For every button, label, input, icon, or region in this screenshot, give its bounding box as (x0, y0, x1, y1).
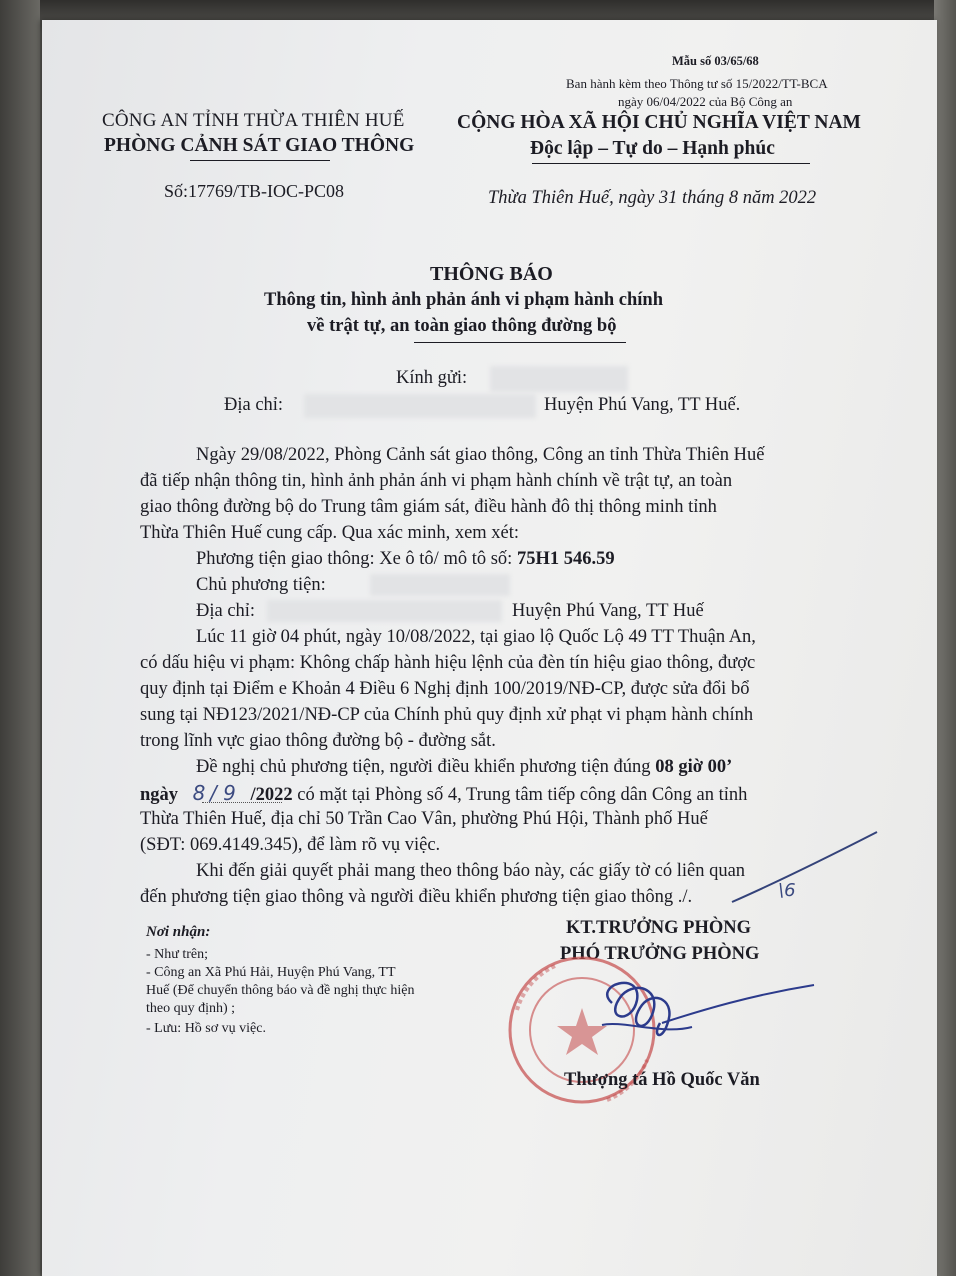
vehicle-line (196, 546, 615, 572)
handwritten-day: 8 (192, 781, 206, 805)
title-underline (414, 342, 626, 343)
issuer-department: PHÒNG CẢNH SÁT GIAO THÔNG (104, 135, 415, 156)
desk-background-right (934, 0, 956, 1276)
owner-label: Chủ phương tiện: (196, 575, 326, 595)
circular-line-1: Ban hành kèm theo Thông tư số 15/2022/TT-BCA (566, 76, 828, 91)
desk-background-left (0, 0, 40, 1276)
title-subline-2: về trật tự, an toàn giao thông đường bộ (307, 316, 617, 336)
vehicle-label: Phương tiện giao thông: Xe ô tô/ mô tô số: (196, 549, 513, 569)
appointment-day-label: ngày (140, 785, 179, 805)
owner-address-tail: Huyện Phú Vang, TT Huế (512, 601, 704, 621)
recipients-item-2-line-2: Huế (Để chuyển thông báo và đề nghị thực hiện (146, 983, 415, 998)
issuer-agency: CÔNG AN TỈNH THỪA THIÊN HUẾ (102, 110, 405, 131)
national-motto: Độc lập – Tự do – Hạnh phúc (530, 138, 775, 159)
license-plate: 75H1 546.59 (516, 549, 615, 569)
p2-line-3: quy định tại Điểm e Khoản 4 Điều 6 Nghị định 100/2019/NĐ-CP, được sửa đổi bổ (140, 679, 750, 699)
p3-line-4: (SĐT: 069.4149.345), để làm rõ vụ việc. (140, 835, 441, 855)
recipients-item-3: - Lưu: Hồ sơ vụ việc. (146, 1021, 266, 1036)
national-title: CỘNG HÒA XÃ HỘI CHỦ NGHĨA VIỆT NAM (457, 112, 861, 133)
recipient-address-tail: Huyện Phú Vang, TT Huế. (544, 395, 741, 415)
recipient-to-label: Kính gửi: (396, 368, 468, 388)
circular-line-2: ngày 06/04/2022 của Bộ Công an (618, 94, 793, 109)
p4-line-1: Khi đến giải quyết phải mang theo thông báo này, các giấy tờ có liên quan (196, 861, 746, 881)
motto-underline (532, 163, 810, 164)
p3-text: Đề nghị chủ phương tiện, người điều khiển phương tiện đúng (196, 757, 651, 777)
recipients-item-2-line-1: - Công an Xã Phú Hải, Huyện Phú Vang, TT (146, 965, 396, 980)
date-fill-line (202, 802, 282, 803)
p1-line-4: Thừa Thiên Huế cung cấp. Qua xác minh, xem xét: (140, 523, 520, 543)
recipients-item-1: - Như trên; (146, 947, 209, 962)
title-subline-1: Thông tin, hình ảnh phản ánh vi phạm hành chính (264, 290, 663, 310)
p1-line-3: giao thông đường bộ do Trung tâm giám sát, điều hành đô thị thông minh tỉnh (140, 497, 717, 517)
redacted-recipient-name (490, 366, 628, 392)
signature-role-2: PHÓ TRƯỞNG PHÒNG (560, 944, 760, 964)
handwritten-check-stroke (702, 820, 902, 910)
handwritten-month: 9 (223, 781, 236, 805)
signer-name: Thượng tá Hồ Quốc Văn (564, 1070, 760, 1090)
p3-line-2-rest: có mặt tại Phòng số 4, Trung tâm tiếp công dân Công an tỉnh (297, 785, 748, 805)
recipients-item-2-line-3: theo quy định) ; (146, 1001, 236, 1016)
department-underline (190, 160, 330, 161)
p2-line-1: Lúc 11 giờ 04 phút, ngày 10/08/2022, tại giao lộ Quốc Lộ 49 TT Thuận An, (196, 627, 756, 647)
document-page (42, 20, 937, 1276)
handwritten-signature (582, 965, 822, 1060)
form-mark: Mẫu số 03/65/68 (672, 54, 759, 68)
signature-role-1: KT.TRƯỞNG PHÒNG (566, 918, 751, 938)
p3-line-3: Thừa Thiên Huế, địa chỉ 50 Trần Cao Vân, phường Phú Hội, Thành phố Huế (140, 809, 708, 829)
appointment-time: 08 giờ 00’ (655, 757, 733, 777)
redacted-owner-name (370, 574, 510, 596)
p1-line-2: đã tiếp nhận thông tin, hình ảnh phản ánh vi phạm hành chính về trật tự, an toàn (140, 471, 733, 491)
p1-line-1: Ngày 29/08/2022, Phòng Cảnh sát giao thông, Công an tỉnh Thừa Thiên Huế (196, 445, 765, 465)
place-date: Thừa Thiên Huế, ngày 31 tháng 8 năm 2022 (488, 188, 817, 208)
p2-line-4: sung tại NĐ123/2021/NĐ-CP của Chính phủ quy định xử phạt vi phạm hành chính (140, 705, 754, 725)
document-title: THÔNG BÁO (430, 263, 553, 285)
p3-line-1 (196, 754, 732, 780)
recipients-heading: Nơi nhận: (146, 924, 211, 940)
recipient-address-label: Địa chỉ: (224, 395, 284, 415)
p2-line-2: có dấu hiệu vi phạm: Không chấp hành hiệu lệnh của đèn tín hiệu giao thông, được (140, 653, 756, 673)
redacted-owner-address (267, 600, 502, 622)
p3-line-2: ngày 8 / 9 /2022 có mặt tại Phòng số 4, Trung tâm tiếp công dân Công an tỉnh (140, 781, 748, 805)
redacted-recipient-address (304, 394, 536, 418)
p2-line-5: trong lĩnh vực giao thông đường bộ - đường sắt. (140, 731, 496, 751)
owner-address-label: Địa chỉ: (196, 601, 256, 621)
document-number: Số:17769/TB-IOC-PC08 (164, 181, 345, 201)
handwritten-initial: \6 (778, 880, 796, 901)
p4-line-2: đến phương tiện giao thông và người điều khiển phương tiện giao thông ./. (140, 887, 693, 907)
appointment-year: /2022 (250, 785, 293, 805)
